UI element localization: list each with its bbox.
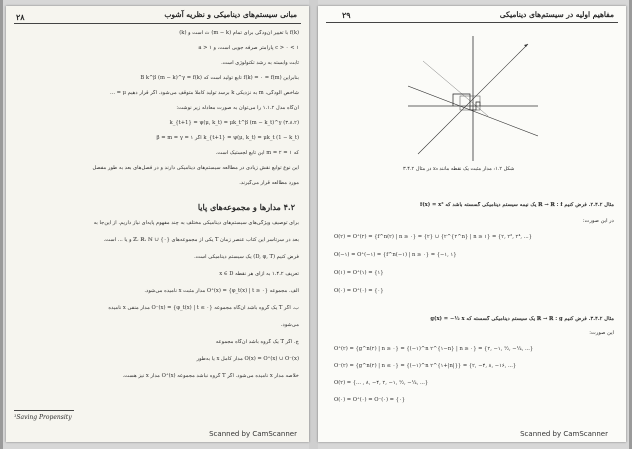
text-line: فرض کنیم (D, φ, T) یک سیستم دینامیکی است.: [194, 254, 299, 260]
text-line: آن‌گاه مدل ۱.۱.۲ را می‌توان به صورت معادله زیر نوشت:: [176, 105, 299, 111]
footnote-rule: [14, 410, 74, 411]
figure-caption: شکل ۱.۲: مدار مثبت یک نقطه مانند x₀ در مثال ۳.۴.۲: [403, 166, 515, 172]
text-line: می‌شود.: [280, 322, 299, 328]
text-line: بعد در سرتاسر این کتاب عنصر زمان T یکی از مجموعه‌های ℤ، ℝ، ℕ ∪ {۰} و یا ... است.: [103, 237, 299, 243]
equation-line: O(۲) = O⁺(۲) = {f^n(۲) | n ≥ ۰} = {۲} ∪ {۲^{۲^n} | n ≥ ۱} = {۲, ۲², ۲⁴, ...}: [334, 234, 532, 240]
text-line: خلاصه مدار x نامیده می‌شود. اگر T گروه نباشد مجموعه O⁺(x) مدار x نیز هست.: [122, 373, 299, 379]
text-line: ۱ > c > ۰ پارامتر صرفه جویی است، و ۱ < a: [198, 45, 299, 51]
equation-line: O(۲) = {... , ۸, −۴, ۲, −۱, ½, −¼, ...}: [334, 380, 429, 386]
text-line: O(x) = O⁺(x) ∪ O⁻(x) مدار کامل x یا به‌طور: [196, 356, 299, 362]
header-rule: [326, 22, 618, 23]
running-header: مفاهیم اولیه در سیستم‌های دینامیکی: [499, 10, 614, 19]
example-intro: این صورت:: [589, 330, 614, 336]
right-page: [318, 6, 626, 442]
cobweb-line: [423, 61, 488, 116]
page-number: ۲۹: [342, 10, 351, 20]
text-line: k_{t+1} = ψ(μ, k_t) = μk_t (1 − k_t) اگر β = m = γ = ۱: [156, 135, 299, 141]
text-line: مورد مطالعه قرار می‌گیرند.: [239, 180, 299, 186]
running-header: مبانی سیستم‌های دینامیکی و نظریه آشوب: [164, 10, 297, 19]
equation-line: O(۰) = O⁺(۰) = O⁻(۰) = {۰}: [334, 397, 406, 403]
text-line: برای توصیف ویژگی‌های سیستم‌های دینامیکی مختلف به چند مفهوم پایه‌ای نیاز داریم. از این‌جا به: [93, 220, 299, 226]
header-rule: [14, 23, 301, 24]
arrow-head: [524, 44, 528, 47]
footnote: ¹Saving Propensity: [14, 414, 72, 421]
text-line: ج. اگر T یک گروه باشد آن‌گاه مجموعه: [215, 339, 299, 345]
equation-line: O(−۱) = O⁺(−۱) = {f^n(−۱) | n ≥ ۰} = {−۱, ۱}: [334, 252, 457, 258]
text-line: f(k) با تغییر آن‌ودگی برای تمام (m − k)‌ ث است و (k): [179, 30, 299, 36]
text-line: بنابراین f(k) = ۰ = f(m) تابع تولید است که B k^β (m − k)^γ = f(k): [140, 75, 299, 81]
equation-line: O(۱) = O⁺(۱) = {۱}: [334, 270, 384, 276]
equation-line: O(۰) = O⁺(۰) = {۰}: [334, 288, 384, 294]
text-line: این نوع توابع نقش زیادی در مطالعه سیستم‌های دینامیکی دارند و در فصل‌های بعد به طور مفصل: [92, 165, 299, 171]
text-line: که ۱ = ۲ = m این تابع لجستیک است.: [215, 150, 299, 156]
example-intro: در این صورت:: [582, 218, 614, 224]
text-line: شاخص آلودگی، m به نزدیکی k برسد تولید کاملاً متوقف می‌شود. اگر قرار دهیم μ = ...: [110, 90, 299, 96]
equation-line: O⁺(۲) = {g^n(۲) | n ≥ ۰} = {(−۱)^n ۲^{۱−n} | n ≥ ۰} = {۲, −۱, ½, −¼, ...}: [334, 346, 534, 352]
left-page: [6, 6, 309, 442]
text-line: ب. اگر T یک گروه باشد آن‌گاه مجموعه O⁻(x) = {φ_t(x) | t ≤ ۰} مدار منفی x نامیده: [108, 305, 299, 311]
scanner-watermark: Scanned by CamScanner: [209, 430, 297, 438]
text-line: الف. مجموعه O⁺(x) = {φ_t(x) | t ≥ ۰} مدار مثبت x نامیده می‌شود.: [144, 288, 299, 294]
scanner-watermark: Scanned by CamScanner: [520, 430, 608, 438]
example-heading: مثال ۲.۴.۲. فرض کنیم ℝ → ℝ : f یک نیمه سیستم دینامیکی گسسته باشد که f(x) = x²: [419, 202, 614, 208]
section-title: ۴.۲ مدارها و مجموعه‌های پایا: [197, 202, 295, 212]
page-gutter: [309, 0, 318, 449]
text-line: k_{t+1} = ψ(μ, k_t) = μk_t^β (m − k_t)^γ (۳.۸.۲): [169, 120, 299, 126]
equation-line: O⁻(۲) = {g^n(۲) | n ≤ ۰} = {(−۱)^n ۲^{۱+|n|}} = {۲, −۴, ۸, −۱۶, ...}: [334, 363, 517, 369]
text-line: ثابت وابسته به رشد تکنولوژی است.: [221, 60, 299, 66]
left-scrollbar[interactable]: [0, 0, 3, 449]
page-number: ۲۸: [16, 12, 25, 22]
example-heading: مثال ۳.۴.۲. فرض کنیم ℝ → ℝ : g یک سیستم دینامیکی گسسته که g(x) = −½ x: [430, 316, 614, 322]
orbit-figure: [408, 36, 538, 161]
text-line: تعریف ۱.۴.۲ به ازای هر نقطه x ∈ D: [219, 271, 299, 277]
